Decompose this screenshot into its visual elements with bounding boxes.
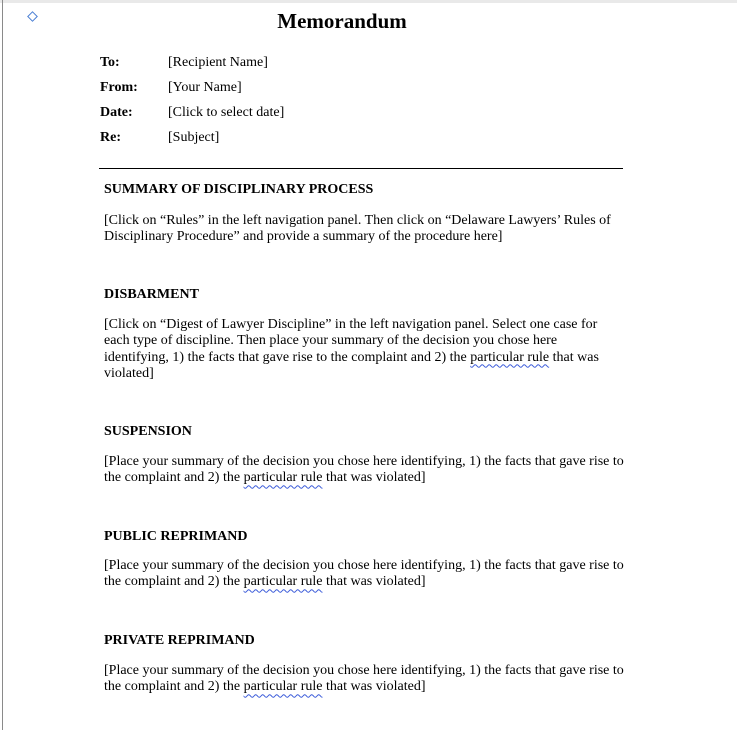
private-reprimand-heading: PRIVATE REPRIMAND <box>104 633 255 648</box>
to-label: To: <box>100 54 120 70</box>
disbarment-placeholder[interactable] <box>104 317 619 382</box>
date-row <box>100 100 284 125</box>
private-reprimand-placeholder[interactable] <box>104 663 634 696</box>
public-reprimand-text-end: that was violated] <box>322 574 426 590</box>
suspension-placeholder[interactable] <box>104 454 634 487</box>
from-label: From: <box>100 79 138 95</box>
document-top-edge <box>0 0 737 3</box>
page-left-border <box>2 0 3 730</box>
private-reprimand-text: [Place your summary of the decision you chose here identifying, 1) the facts that gave rise to the complaint and 2) the <box>104 663 624 695</box>
disbarment-text: [Click on “Digest of Lawyer Discipline” in the left navigation panel. Select one case for each type of discipline. Then place your summary of the decision you chose here identifying, 1) the facts that gave rise to the complaint and 2) the <box>104 317 598 365</box>
spellcheck-mark[interactable]: particular rule <box>243 470 323 486</box>
public-reprimand-placeholder[interactable] <box>104 558 634 591</box>
from-row <box>100 75 284 100</box>
public-reprimand-heading: PUBLIC REPRIMAND <box>104 529 248 544</box>
spellcheck-mark[interactable]: particular rule <box>243 574 323 590</box>
suspension-text-end: that was violated] <box>322 470 426 486</box>
date-picker-field[interactable]: [Click to select date] <box>168 104 285 120</box>
spellcheck-mark[interactable]: particular rule <box>470 349 550 365</box>
to-row <box>100 50 284 75</box>
disbarment-heading: DISBARMENT <box>104 287 199 302</box>
disbarment-text-end: that was violated] <box>104 349 599 381</box>
re-label: Re: <box>100 129 121 145</box>
suspension-heading: SUSPENSION <box>104 424 192 439</box>
summary-heading: SUMMARY OF DISCIPLINARY PROCESS <box>104 182 374 197</box>
public-reprimand-text: [Place your summary of the decision you chose here identifying, 1) the facts that gave rise to the complaint and 2) the <box>104 558 624 590</box>
spellcheck-mark[interactable]: particular rule <box>243 679 323 695</box>
recipient-field[interactable]: [Recipient Name] <box>168 54 268 70</box>
suspension-text: [Place your summary of the decision you chose here identifying, 1) the facts that gave rise to the complaint and 2) the <box>104 454 624 486</box>
sender-field[interactable]: [Your Name] <box>168 79 242 95</box>
subject-field[interactable]: [Subject] <box>168 129 220 145</box>
header-divider <box>99 168 623 169</box>
summary-placeholder[interactable]: [Click on “Rules” in the left navigation panel. Then click on “Delaware Lawyers’ Rules of Disciplinary Procedure” and provide a summary of the procedure here] <box>104 213 611 245</box>
re-row <box>100 125 284 150</box>
memo-header <box>100 50 284 150</box>
memo-title: Memorandum <box>277 9 407 33</box>
date-label: Date: <box>100 104 133 120</box>
private-reprimand-text-end: that was violated] <box>322 679 426 695</box>
